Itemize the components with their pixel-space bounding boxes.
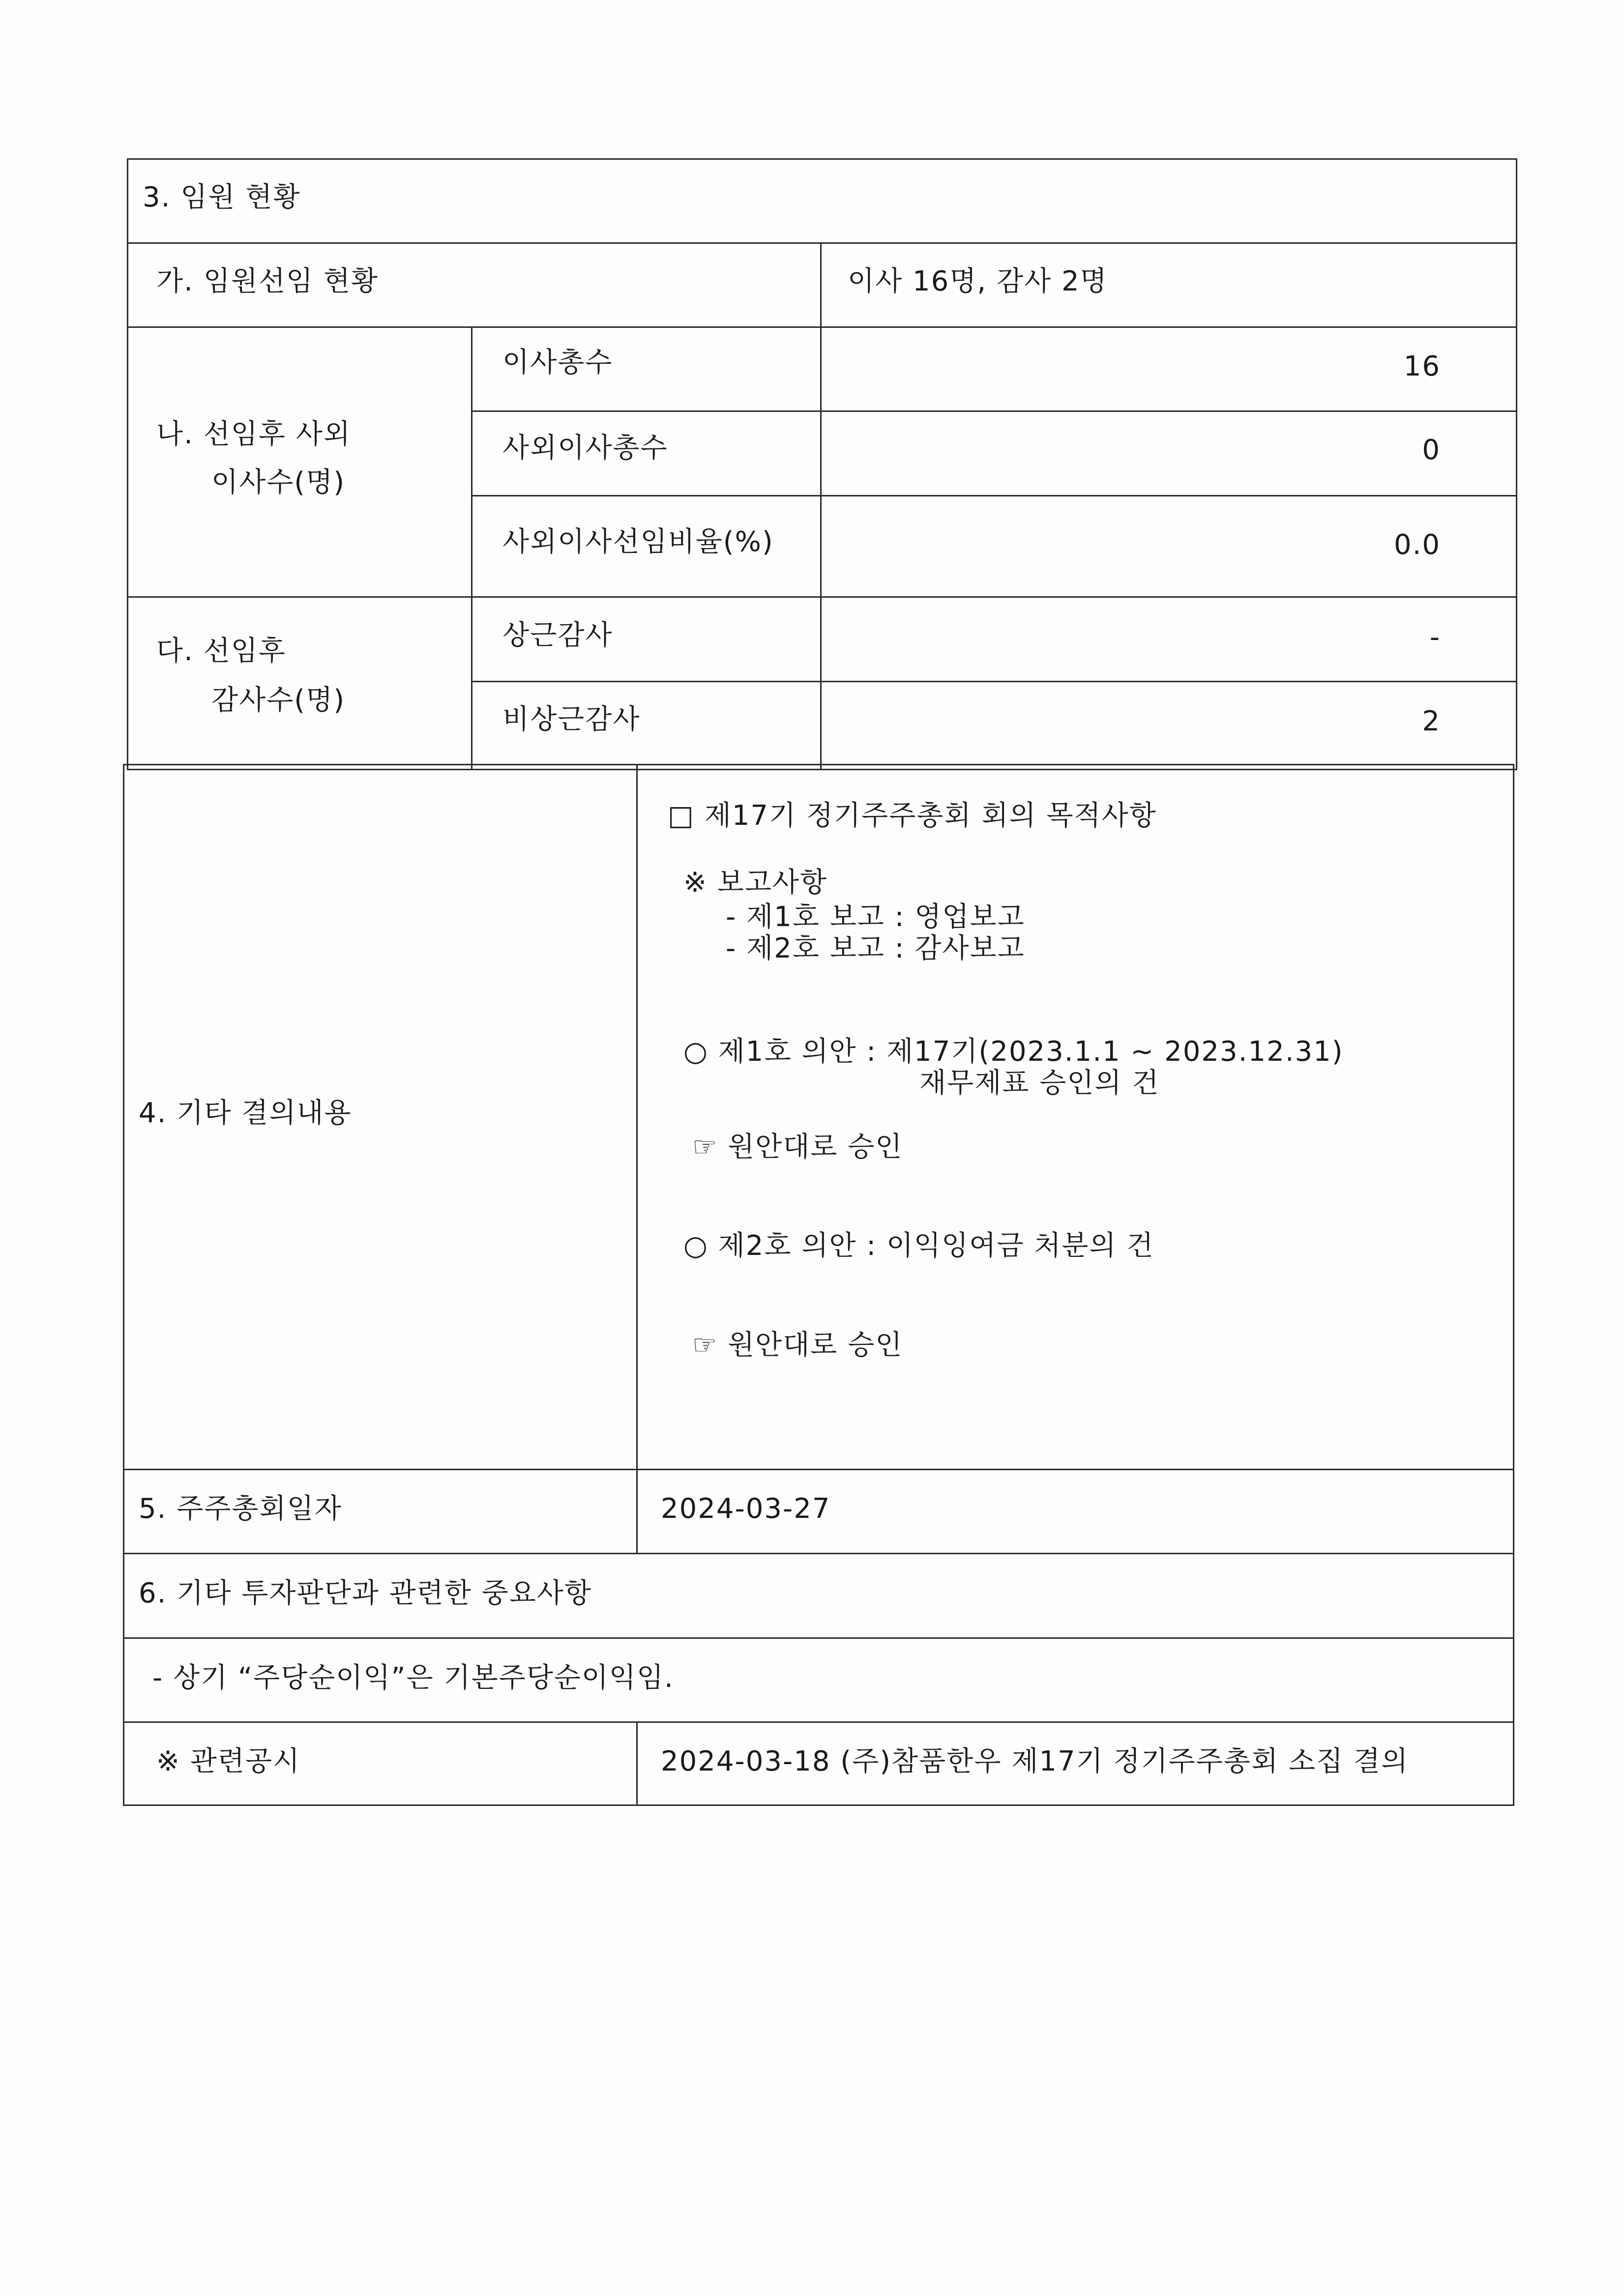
agenda-heading: □ 제17기 정기주주총회 회의 목적사항 <box>668 800 1157 832</box>
divider <box>636 1721 638 1806</box>
section-3-title: 3. 임원 현황 <box>143 181 301 213</box>
divider <box>127 596 1517 598</box>
outside-director-label-line1: 나. 선임후 사외 <box>156 418 351 450</box>
divider <box>123 1553 1514 1554</box>
divider <box>123 1637 1514 1639</box>
agenda-1-result: ☞ 원안대로 승인 <box>692 1131 903 1163</box>
outside-directors-value: 0 <box>1422 434 1441 466</box>
divider <box>123 1721 1514 1723</box>
outside-director-label-line2: 이사수(명) <box>211 466 346 498</box>
divider <box>127 326 1517 328</box>
agenda-1-subtitle: 재무제표 승인의 건 <box>919 1067 1160 1099</box>
officer-appointment-label: 가. 임원선임 현황 <box>156 265 379 297</box>
non-standing-auditor-value: 2 <box>1422 705 1441 737</box>
agenda-2-title: ○ 제2호 의안 : 이익잉여금 처분의 건 <box>683 1230 1154 1262</box>
divider <box>636 764 638 1553</box>
related-disclosure-label: ※ 관련공시 <box>156 1745 301 1777</box>
related-disclosure-value: 2024-03-18 (주)참품한우 제17기 정기주주총회 소집 결의 <box>661 1745 1409 1777</box>
outside-directors-label: 사외이사총수 <box>502 432 668 464</box>
standing-auditor-label: 상근감사 <box>502 619 613 651</box>
divider <box>471 495 1517 496</box>
outside-director-ratio-value: 0.0 <box>1393 529 1441 561</box>
meeting-date-label: 5. 주주총회일자 <box>139 1493 342 1525</box>
divider <box>127 242 1517 244</box>
auditor-label-line2: 감사수(명) <box>211 684 346 716</box>
divider <box>820 242 822 770</box>
divider <box>471 410 1517 412</box>
other-resolutions-label: 4. 기타 결의내용 <box>139 1097 352 1129</box>
auditor-label-line1: 다. 선임후 <box>156 635 286 667</box>
divider <box>471 681 1517 682</box>
officer-table-border <box>127 158 1517 770</box>
total-directors-label: 이사총수 <box>502 347 613 378</box>
divider <box>123 1469 1514 1470</box>
report-item-2: - 제2호 보고 : 감사보고 <box>726 932 1025 964</box>
outside-director-ratio-label: 사외이사선임비율(%) <box>502 526 774 558</box>
agenda-1-title: ○ 제1호 의안 : 제17기(2023.1.1 ~ 2023.12.31) <box>683 1036 1344 1068</box>
eps-note: - 상기 “주당순이익”은 기본주당순이익임. <box>152 1662 674 1694</box>
investment-matters-title: 6. 기타 투자판단과 관련한 중요사항 <box>139 1577 592 1609</box>
non-standing-auditor-label: 비상근감사 <box>502 703 641 735</box>
officer-appointment-value: 이사 16명, 감사 2명 <box>848 265 1108 297</box>
report-items-title: ※ 보고사항 <box>683 867 828 899</box>
standing-auditor-value: - <box>1429 621 1441 653</box>
agenda-2-result: ☞ 원안대로 승인 <box>692 1329 903 1361</box>
total-directors-value: 16 <box>1403 350 1441 382</box>
divider <box>471 326 472 770</box>
meeting-date-value: 2024-03-27 <box>661 1493 831 1525</box>
report-item-1: - 제1호 보고 : 영업보고 <box>726 901 1025 933</box>
